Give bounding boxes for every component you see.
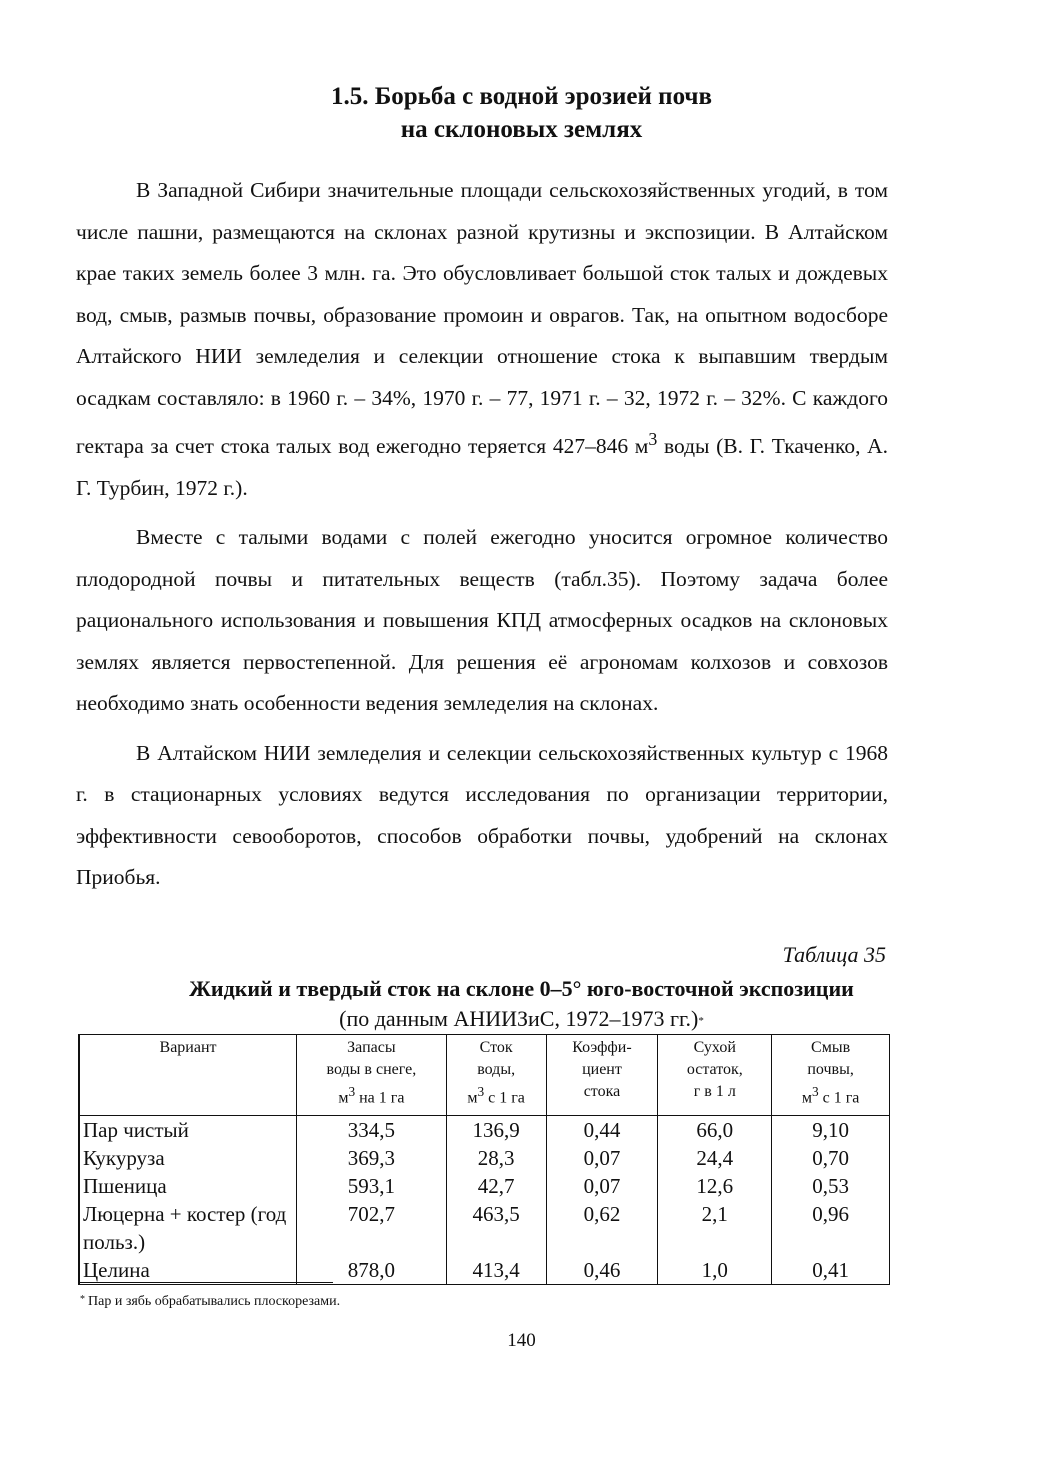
cell-runoff: 28,3: [446, 1144, 546, 1172]
cell-snow: 369,3: [297, 1144, 447, 1172]
cell-wash: 9,10: [772, 1116, 890, 1145]
table-row: [79, 1116, 890, 1145]
cell-coef: 0,07: [546, 1144, 658, 1172]
cell-variant: Пар чистый: [79, 1116, 297, 1145]
cell-wash: 0,70: [772, 1144, 890, 1172]
header-soil-washout: Смыв почвы, $м^3$ с 1 га: [772, 1035, 890, 1116]
cell-variant: Люцерна + костер (год польз.): [79, 1200, 297, 1256]
table-header-row: [79, 1035, 890, 1116]
table-label: Таблица 35: [782, 942, 886, 967]
cell-dry: 1,0: [658, 1256, 772, 1285]
cell-variant: Целина: [79, 1256, 297, 1285]
table-caption-line-1: Жидкий и твердый сток на склоне 0–5° юго-восточной экспозиции: [189, 976, 854, 1001]
cell-dry: 66,0: [658, 1116, 772, 1145]
page-number: 140: [507, 1330, 536, 1351]
section-title-line-1: 1.5. Борьба с водной эрозией почв: [330, 83, 713, 110]
cell-wash: 0,96: [772, 1200, 890, 1256]
table-row: [79, 1144, 890, 1172]
cell-snow: 878,0: [297, 1256, 447, 1285]
paragraph-1-superscript: 3: [648, 429, 658, 449]
runoff-table: [78, 1034, 890, 1285]
cell-runoff: 136,9: [446, 1116, 546, 1145]
header-dry-residue: Сухой остаток, г в 1 л: [658, 1035, 772, 1116]
footnote-divider: [78, 1282, 333, 1283]
table-row: [79, 1256, 890, 1285]
cell-runoff: 413,4: [446, 1256, 546, 1285]
paragraph-3: В Алтайском НИИ земледелия и селекции сельскохозяйственных культур с 1968 г. в стационарных условиях ведутся исследования по организации территории, эффективности севооборотов, способов обработки почвы, удобрений на склонах Приобья.: [76, 740, 888, 890]
cell-dry: 12,6: [658, 1172, 772, 1200]
paragraph-1: [76, 170, 888, 509]
cell-runoff: 42,7: [446, 1172, 546, 1200]
table-caption: [0, 974, 1043, 1034]
footnote-text: Пар и зябь обрабатывались плоскорезами.: [88, 1294, 341, 1309]
paragraph-1-text-b: воды (В. Г. Ткаченко, А. Г. Турбин, 1972 г.).: [76, 434, 888, 500]
table-row: [79, 1172, 890, 1200]
cell-variant: Пшеница: [79, 1172, 297, 1200]
cell-variant: Кукуруза: [79, 1144, 297, 1172]
paragraph-1-text-a: В Западной Сибири значительные площади сельскохозяйственных угодий, в том числе пашни, размещаются на склонах разной крутизны и экспозиции. В Алтайском крае таких земель более 3 млн. га. Это обусловливает большой сток талых и дождевых вод, смыв, размыв почвы, образование промоин и оврагов. Так, на опытном водосборе Алтайского НИИ земледелия и селекции отношение стока к выпавшим твердым осадкам составляло: в 1960 г. – 34%, 1970 г. – 77, 1971 г. – 32, 1972 г. – 32%. С каждого гектара за счет стока талых вод ежегодно теряется 427–846 м: [76, 178, 888, 459]
cell-dry: 24,4: [658, 1144, 772, 1172]
table-caption-footnote-mark: *: [698, 1015, 704, 1027]
cell-coef: 0,44: [546, 1116, 658, 1145]
cell-runoff: 463,5: [446, 1200, 546, 1256]
cell-coef: 0,62: [546, 1200, 658, 1256]
cell-dry: 2,1: [658, 1200, 772, 1256]
header-runoff-coefficient: Коэффи- циент стока: [546, 1035, 658, 1116]
section-title: [0, 80, 1043, 146]
cell-coef: 0,46: [546, 1256, 658, 1285]
body-text: [76, 170, 888, 907]
header-snow-water: Запасы воды в снеге, $м^3$ на 1 га: [297, 1035, 447, 1116]
table-caption-source: (по данным АНИИЗиС, 1972–1973 гг.): [339, 1006, 699, 1031]
footnote: [80, 1294, 340, 1310]
header-variant: Вариант: [79, 1035, 297, 1116]
cell-snow: 334,5: [297, 1116, 447, 1145]
table-caption-line-2: [0, 1004, 1043, 1034]
table-row: [79, 1200, 890, 1256]
header-runoff: Сток воды, $м^3$ с 1 га: [446, 1035, 546, 1116]
cell-wash: 0,53: [772, 1172, 890, 1200]
cell-snow: 593,1: [297, 1172, 447, 1200]
section-title-line-2: на склоновых землях: [400, 116, 643, 143]
cell-wash: 0,41: [772, 1256, 890, 1285]
cell-coef: 0,07: [546, 1172, 658, 1200]
footnote-mark: *: [80, 1294, 85, 1305]
paragraph-2: Вместе с талыми водами с полей ежегодно уносится огромное количество плодородной почвы и питательных веществ (табл.35). Поэтому задача более рационального использования и повышения КПД атмосферных осадков на склоновых землях является первостепенной. Для решения её агрономам колхозов и совхозов необходимо знать особенности ведения земледелия на склонах.: [76, 525, 888, 716]
cell-snow: 702,7: [297, 1200, 447, 1256]
